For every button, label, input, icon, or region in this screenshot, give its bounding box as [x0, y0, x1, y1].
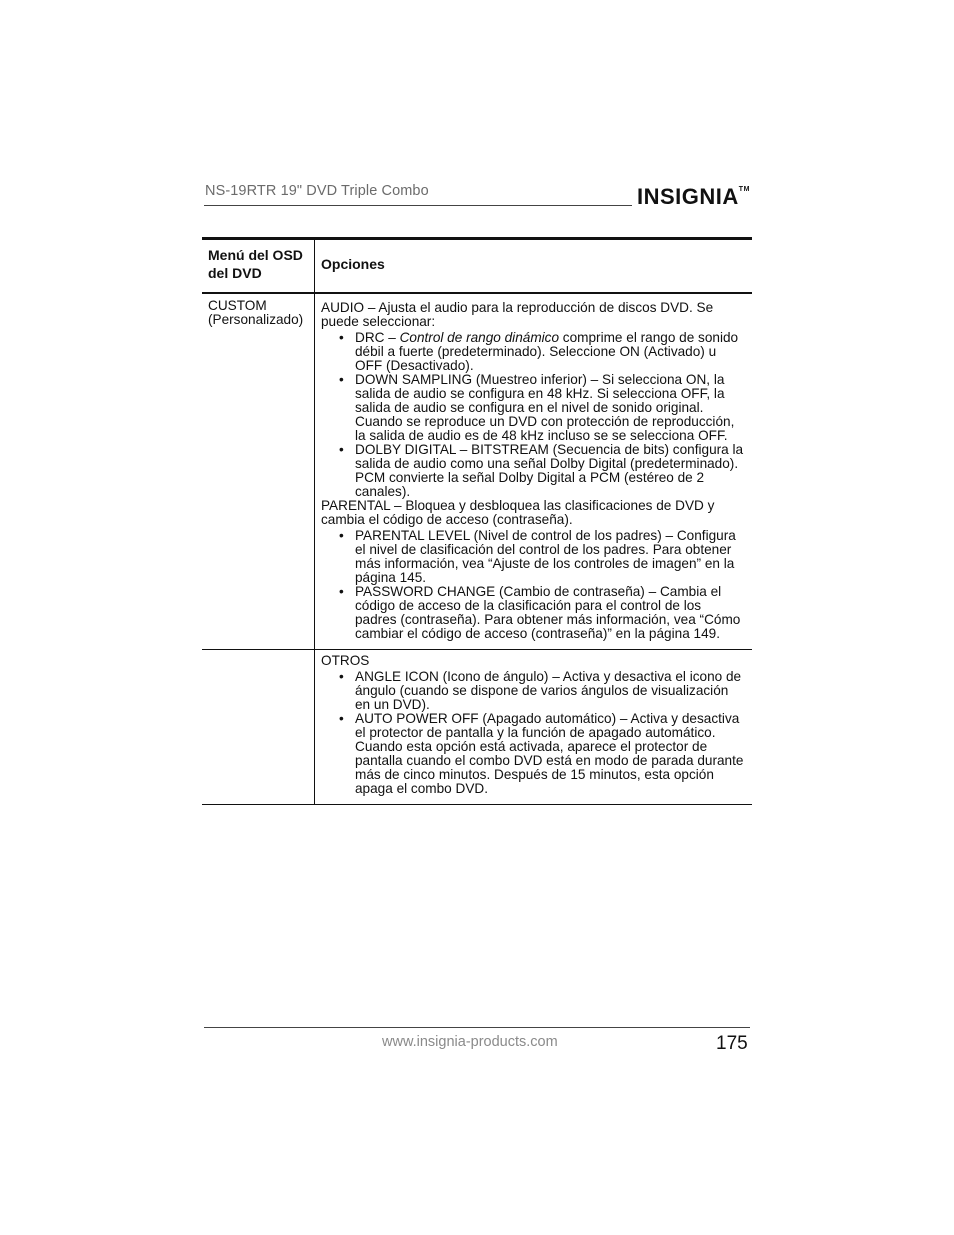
drc-label: DRC – — [355, 330, 400, 345]
footer-url[interactable]: www.insignia-products.com — [382, 1034, 558, 1050]
header-title: NS-19RTR 19" DVD Triple Combo — [205, 183, 429, 199]
list-item-dolby-digital: • DOLBY DIGITAL – BITSTREAM (Secuencia de bits) configura la salida de audio como una señal Dolby Digital (predeterminado). PCM convierte la señal Dolby Digital a PCM (estéreo de 2 canales). — [355, 443, 744, 499]
table-row — [202, 293, 752, 650]
otros-options-list — [321, 670, 744, 796]
logo-text: INSIGNIA — [637, 184, 739, 209]
drc-italic: Control de rango dinámico — [399, 330, 560, 345]
audio-options-list — [321, 331, 744, 499]
page-number: 175 — [716, 1033, 748, 1054]
list-item-angle-icon: • ANGLE ICON (Icono de ángulo) – Activa y desactiva el icono de ángulo (cuando se dispone de varios ángulos de visualización en un DVD). — [355, 670, 744, 712]
list-item-parental-level: • PARENTAL LEVEL (Nivel de control de los padres) – Configura el nivel de clasificación del control de los padres. Para obtener más información, vea “Ajuste de los controles de imagen” en la página 145. — [355, 529, 744, 585]
column-header-options: Opciones — [315, 239, 753, 294]
options-cell-custom — [315, 293, 753, 650]
header-rule — [204, 205, 632, 206]
logo-trademark: TM — [738, 186, 750, 193]
list-item-drc — [355, 331, 744, 373]
menu-cell-custom: CUSTOM (Personalizado) — [202, 293, 315, 650]
column-header-menu: Menú del OSD del DVD — [202, 239, 315, 294]
audio-intro: AUDIO – Ajusta el audio para la reproducción de discos DVD. Se puede seleccionar: — [321, 300, 714, 329]
osd-options-table — [202, 237, 752, 805]
parental-options-list — [321, 529, 744, 641]
table-header-row — [202, 239, 752, 294]
drc-description: comprime el rango de sonido débil a fuerte (predeterminado). Seleccione ON (Activado) u OFF (Desactivado). — [355, 330, 739, 373]
table-row — [202, 650, 752, 805]
otros-intro: OTROS — [321, 653, 370, 668]
list-item-auto-power-off: • AUTO POWER OFF (Apagado automático) – Activa y desactiva el protector de pantalla y la función de apagado automático. Cuando esta opción está activada, aparece el protector de pantalla cuando el combo DVD está en modo de parada durante más de cinco minutos. Después de 15 minutos, esta opción apaga el combo DVD. — [355, 712, 744, 796]
insignia-logo — [637, 184, 750, 210]
list-item-down-sampling: • DOWN SAMPLING (Muestreo inferior) – Si selecciona ON, la salida de audio se configura en 48 kHz. Si selecciona OFF, la salida de audio se configura en el nivel de sonido original. Cuando se reproduce un DVD con protección de reproducción, la salida de audio es de 48 kHz incluso se se selecciona OFF. — [355, 373, 744, 443]
list-item-password-change: • PASSWORD CHANGE (Cambio de contraseña) – Cambia el código de acceso de la clasificación para el control de los padres (contraseña). Para obtener más información, vea “Cómo cambiar el código de acceso (contraseña)” en la página 149. — [355, 585, 744, 641]
footer-rule — [204, 1027, 750, 1028]
options-cell-otros — [315, 650, 753, 805]
menu-cell-empty — [202, 650, 315, 805]
parental-intro: PARENTAL – Bloquea y desbloquea las clasificaciones de DVD y cambia el código de acceso (contraseña). — [321, 498, 715, 527]
